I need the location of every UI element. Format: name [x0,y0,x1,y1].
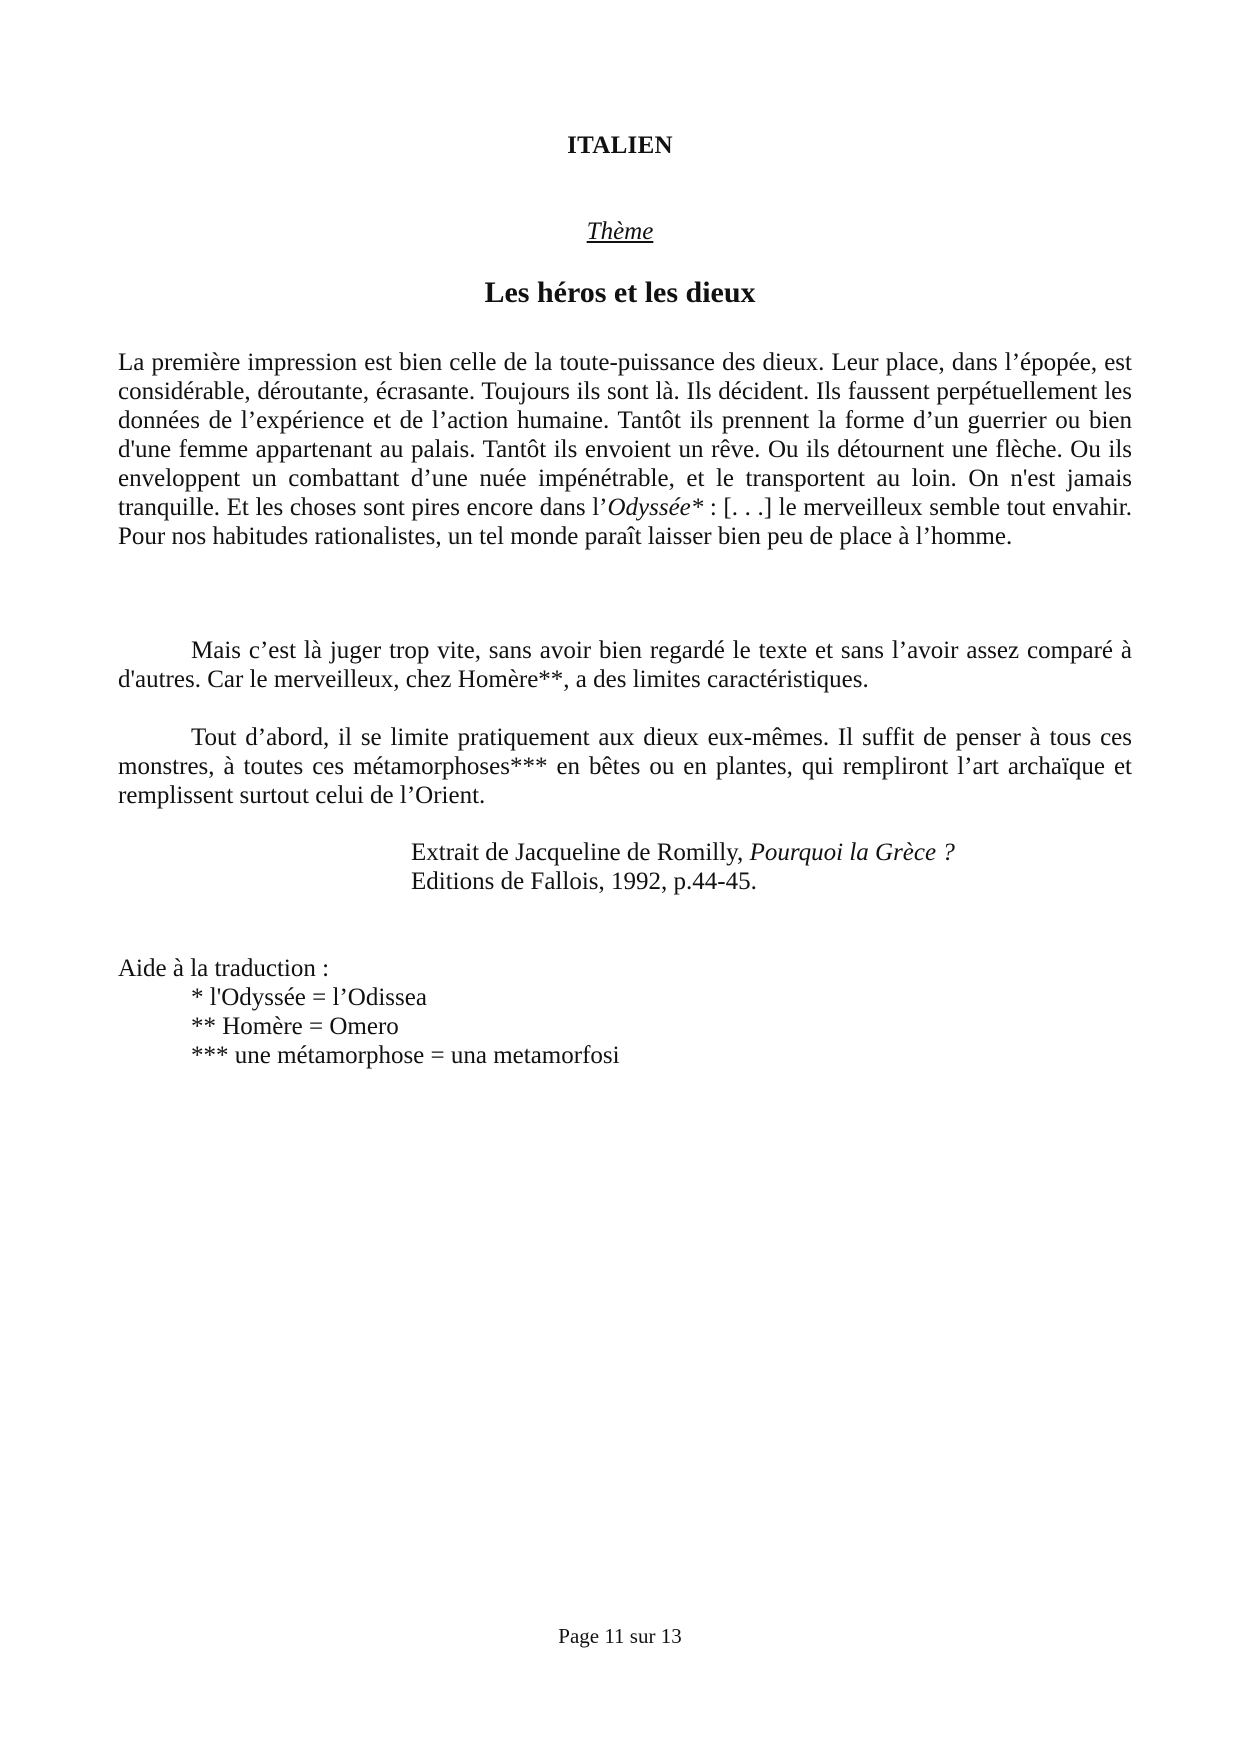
citation-book-title: Pourquoi la Grèce ? [749,839,955,866]
translation-aid [118,954,620,1070]
translation-aid-item: ** Homère = Omero [191,1013,399,1040]
citation-line-1 [411,838,955,867]
paragraph-1-text-a: La première impression est bien celle de la toute-puissance des dieux. Leur place, dans l’épopée, est considérable, déroutante, écrasante. Toujours ils sont là. Ils décident. Ils faussent perpétuellement les données de l’expérience et de l’action humaine. Tantôt ils prennent la forme d’un guerrier ou bien d'une femme appartenant au palais. Tantôt ils envoient un rêve. Ou ils détournent une flèche. Ou ils enveloppent un combattant d’une nuée impénétrable, et le transportent au loin. On n'est jamais tranquille. Et les choses sont pires encore dans l’ [118,349,1132,521]
translation-aid-heading: Aide à la traduction : [118,955,330,982]
citation [411,838,955,896]
paragraph-1-text-b: : [. . .] le merveilleux semble tout envahir. Pour nos habitudes rationalistes, un tel monde paraît laisser bien peu de place à l’homme. [118,494,1132,550]
citation-author: Extrait de Jacqueline de Romilly, [411,839,750,866]
odyssey-italic: Odyssée* [607,494,704,521]
section-label: Thème [586,218,654,245]
translation-aid-item: *** une métamorphose = una metamorfosi [191,1042,620,1069]
page-title: Les héros et les dieux [484,276,756,309]
translation-aid-item: * l'Odyssée = l’Odissea [191,984,427,1011]
paragraph-3: Tout d’abord, il se limite pratiquement aux dieux eux-mêmes. Il suffit de penser à tous ces monstres, à toutes ces métamorphoses*** en bêtes ou en plantes, qui rempliront l’art archaïque et remplissent surtout celui de l’Orient. [118,724,1132,809]
paragraph-1 [118,348,1132,551]
page-number: Page 11 sur 13 [558,1624,682,1648]
citation-publisher: Editions de Fallois, 1992, p.44-45. [411,868,757,895]
paragraph-2: Mais c’est là juger trop vite, sans avoir bien regardé le texte et sans l’avoir assez comparé à d'autres. Car le merveilleux, chez Homère**, a des limites caractéristiques. [118,637,1132,693]
subject-heading: ITALIEN [567,132,673,159]
